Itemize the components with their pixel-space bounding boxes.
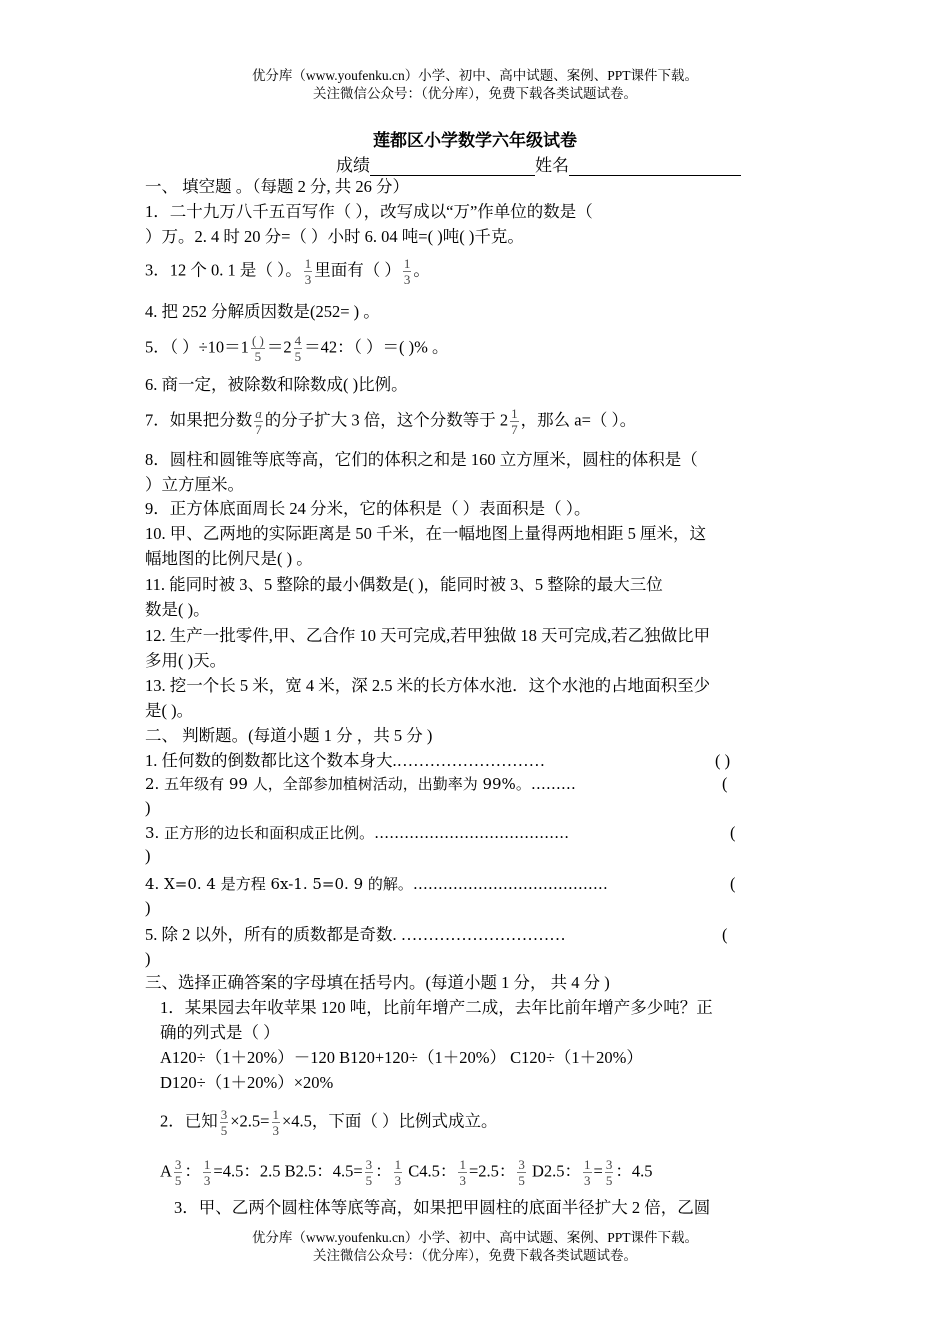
q7-text-b: 的分子扩大 3 倍，这个分数等于 2	[264, 410, 509, 430]
frac-den: 3	[203, 1173, 211, 1188]
c1-line-a: 1．某果园去年收苹果 120 吨，比前年增产二成，去年比前年增产多少吨？正	[160, 998, 713, 1017]
frac-den: 5	[518, 1173, 525, 1188]
q13-line-b: 是( )。	[145, 701, 194, 720]
q3-text-c: 。	[413, 260, 430, 280]
frac-den: 5	[174, 1173, 182, 1188]
fraction-three-fifths	[365, 1157, 374, 1188]
q11-line-a: 11. 能同时被 3、5 整除的最小偶数是( )，能同时被 3、5 整除的最大三位	[145, 575, 663, 594]
q3-line	[145, 256, 430, 287]
j4-paren-close: )	[145, 898, 151, 917]
q10-line-a: 10. 甲、乙两地的实际距离是 50 千米，在一幅地图上量得两地相距 5 厘米，这	[145, 524, 706, 543]
q1-line-a: 1．二十九万八千五百写作（ ），改写成以“万”作单位的数是（	[145, 202, 593, 221]
frac-den: 5	[605, 1173, 613, 1188]
option-text: ：	[184, 1161, 201, 1181]
q5-text-a: 5．（ ）÷10＝1	[145, 337, 249, 357]
c2-line	[160, 1107, 498, 1138]
q6-line: 6. 商一定，被除数和除数成( )比例。	[145, 375, 408, 394]
footer-line-1: 优分库（www.youfenku.cn）小学、初中、高中试题、案例、PPT课件下载。	[251, 1230, 699, 1245]
name-field[interactable]	[569, 158, 741, 176]
j1-paren[interactable]: ( )	[715, 751, 731, 770]
q5-text-b: ＝2	[266, 337, 292, 357]
q7-text-a: 7．如果把分数	[145, 410, 253, 430]
fraction-three-fifths	[605, 1157, 614, 1188]
option-text: =2.5：	[468, 1161, 516, 1181]
q5-line	[145, 333, 448, 364]
option-a-label: A	[160, 1161, 172, 1181]
fraction-three-fifths	[174, 1157, 183, 1188]
frac-num: 1	[511, 406, 518, 421]
q4-line: 4. 把 252 分解质因数是(252= ) 。	[145, 302, 380, 321]
option-text: ：	[375, 1161, 392, 1181]
c1-option-d: D120÷（1＋20%）×20%	[160, 1073, 334, 1092]
page-title: 莲都区小学数学六年级试卷	[373, 131, 577, 150]
frac-den: 5	[365, 1173, 373, 1188]
frac-num: 1	[304, 256, 312, 271]
j4-line: 4. X=0. 4 是方程 6x-1. 5=0. 9 的解。…………………………………	[145, 875, 608, 893]
header-line-2: 关注微信公众号：（优分库），免费下载各类试题试卷。	[313, 86, 637, 101]
option-text: =4.5：2.5 B2.5：4.5=	[213, 1161, 363, 1181]
frac-num: 1	[584, 1157, 591, 1172]
frac-num: a	[255, 406, 262, 421]
q3-text-a: 3．12 个 0. 1 是（ ）。	[145, 260, 302, 280]
c2-text-c: ×4.5，下面（ ）比例式成立。	[282, 1111, 498, 1131]
q11-line-b: 数是( )。	[145, 600, 210, 619]
frac-num: 1	[394, 1157, 402, 1172]
frac-num: 3	[365, 1157, 373, 1172]
frac-num: 1	[459, 1157, 466, 1172]
j2-paren-close: )	[145, 798, 151, 817]
frac-num: 3	[605, 1157, 613, 1172]
frac-den: 3	[403, 272, 411, 287]
fraction-four-fifths	[294, 333, 303, 364]
c1-options-abc: A120÷（1＋20%）－120 B120+120÷（1＋20%） C120÷（1＋20%）	[160, 1048, 643, 1067]
frac-num: 3	[518, 1157, 525, 1172]
option-text: C4.5：	[404, 1161, 457, 1181]
q12-line-a: 12. 生产一批零件,甲、乙合作 10 天可完成,若甲独做 18 天可完成,若乙独做比甲	[145, 626, 711, 645]
section3-heading: 三、选择正确答案的字母填在括号内。(每道小题 1 分， 共 4 分 )	[145, 973, 610, 992]
name-label: 姓名	[535, 156, 569, 175]
fraction-one-third	[203, 1157, 212, 1188]
fraction-blank-fifths	[251, 333, 265, 364]
frac-num: 4	[294, 333, 302, 348]
j2-paren[interactable]: (	[722, 774, 728, 793]
q10-line-b: 幅地图的比例尺是( ) 。	[145, 549, 313, 568]
c2-text-b: ×2.5=	[230, 1111, 270, 1131]
frac-den: 5	[254, 349, 262, 364]
frac-num: ( )	[251, 333, 264, 348]
q3-text-b: 里面有（ ）	[314, 260, 401, 280]
fraction-a-sevenths	[254, 406, 263, 437]
section2-heading: 二、 判断题。(每道小题 1 分 ，共 5 分 )	[145, 726, 433, 745]
q9-line: 9．正方体底面周长 24 分米，它的体积是（ ）表面积是（ ）。	[145, 499, 591, 518]
frac-den: 3	[304, 272, 312, 287]
frac-den: 5	[294, 349, 302, 364]
page-footer	[0, 1229, 950, 1265]
option-text: =	[593, 1161, 603, 1181]
section1-heading: 一、 填空题 。（每题 2 分, 共 26 分）	[145, 177, 409, 196]
j3-paren-close: )	[145, 846, 151, 865]
frac-num: 1	[403, 256, 411, 271]
frac-den: 7	[255, 422, 262, 437]
header-line-1: 优分库（www.youfenku.cn）小学、初中、高中试题、案例、PPT课件下载。	[251, 68, 699, 83]
q1-line-b: ）万。2. 4 时 20 分=（ ）小时 6. 04 吨=( )吨( )千克。	[145, 227, 524, 246]
j5-line: 5. 除 2 以外，所有的质数都是奇数. …………………………	[145, 925, 566, 944]
score-label: 成绩	[336, 156, 370, 175]
footer-line-2: 关注微信公众号：（优分库），免费下载各类试题试卷。	[313, 1248, 637, 1263]
option-text: ：4.5	[615, 1161, 653, 1181]
frac-num: 1	[203, 1157, 211, 1172]
frac-num: 3	[220, 1107, 228, 1122]
q8-line-a: 8．圆柱和圆锥等底等高，它们的体积之和是 160 立方厘米，圆柱的体积是（	[145, 450, 698, 469]
frac-den: 3	[394, 1173, 402, 1188]
frac-den: 3	[459, 1173, 466, 1188]
q13-line-a: 13. 挖一个长 5 米，宽 4 米，深 2.5 米的长方体水池．这个水池的占地面积至少	[145, 676, 711, 695]
c1-line-b: 确的列式是（ ）	[160, 1023, 280, 1042]
frac-num: 3	[174, 1157, 182, 1172]
q5-text-c: ＝42：（ ）＝( )% 。	[304, 337, 449, 357]
fraction-one-third	[272, 1107, 281, 1138]
page-header	[0, 67, 950, 103]
j4-paren[interactable]: (	[730, 874, 736, 893]
fraction-one-seventh	[510, 406, 519, 437]
score-name-line	[336, 151, 741, 176]
c2-text-a: 2．已知	[160, 1111, 218, 1131]
j5-paren[interactable]: (	[722, 925, 728, 944]
frac-den: 3	[272, 1123, 279, 1138]
fraction-one-third	[304, 256, 313, 287]
fraction-one-third	[394, 1157, 403, 1188]
fraction-one-third	[583, 1157, 592, 1188]
q7-text-c: ，那么 a=（ ）。	[520, 410, 637, 430]
frac-den: 5	[220, 1123, 228, 1138]
c2-options-line	[160, 1157, 652, 1188]
frac-den: 7	[511, 422, 518, 437]
fraction-three-fifths	[220, 1107, 229, 1138]
j3-paren[interactable]: (	[730, 823, 736, 842]
j3-line: 3. 正方形的边长和面积成正比例。…………………………………	[145, 824, 570, 842]
j1-line: 1. 任何数的倒数都比这个数本身大.………………………	[145, 751, 546, 770]
frac-den: 3	[584, 1173, 591, 1188]
j2-line: 2. 五年级有 99 人，全部参加植树活动，出勤率为 99%。………	[145, 775, 576, 793]
q7-line	[145, 406, 636, 437]
frac-num: 1	[272, 1107, 279, 1122]
q8-line-b: ）立方厘米。	[145, 475, 244, 494]
score-field[interactable]	[370, 158, 535, 176]
fraction-one-third	[458, 1157, 467, 1188]
j5-paren-close: )	[145, 949, 151, 968]
c3-line: 3．甲、乙两个圆柱体等底等高，如果把甲圆柱的底面半径扩大 2 倍，乙圆	[174, 1198, 711, 1217]
option-text: D2.5：	[527, 1161, 582, 1181]
q12-line-b: 多用( )天。	[145, 651, 227, 670]
fraction-one-third	[403, 256, 412, 287]
fraction-three-fifths	[517, 1157, 526, 1188]
